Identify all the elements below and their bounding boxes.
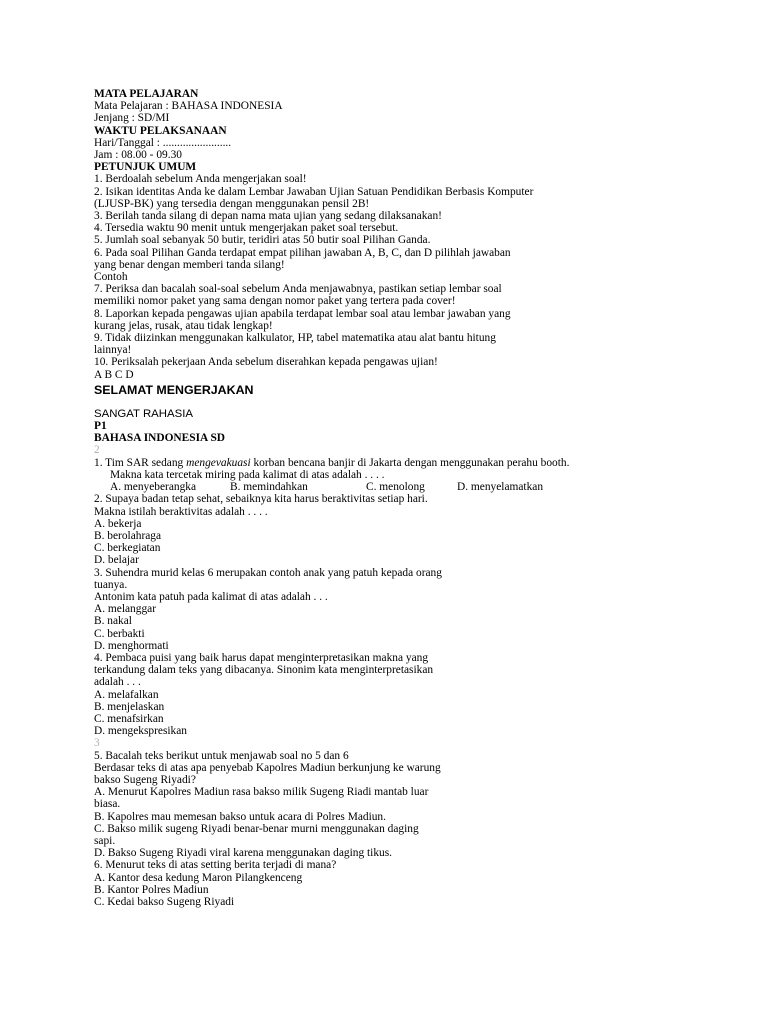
petunjuk-heading: PETUNJUK UMUM [94, 161, 197, 174]
question-line: B. berolahraga [94, 529, 162, 542]
subject-title: BAHASA INDONESIA SD [94, 432, 226, 445]
question-line: A. Kantor desa kedung Maron Pilangkenceng [94, 871, 303, 884]
instruction-line: 6. Pada soal Pilihan Ganda terdapat empat pilihan jawaban A, B, C, dan D pilihlah jawaban [94, 246, 511, 259]
question-line: A. melafalkan [94, 688, 159, 701]
question-line: C. berbakti [94, 627, 145, 640]
page-number: 3 [94, 737, 100, 750]
question-line: tuanya. [94, 578, 128, 591]
question-line: C. berkegiatan [94, 542, 161, 555]
instruction-line: lainnya! [94, 344, 132, 357]
jam-line: Jam : 08.00 - 09.30 [94, 149, 182, 162]
instruction-line: 10. Periksalah pekerjaan Anda sebelum diserahkan kepada pengawas ujian! [94, 356, 438, 369]
option-b: B. memindahkan [230, 481, 308, 494]
question-line: B. nakal [94, 615, 132, 628]
paket-label: P1 [94, 420, 107, 433]
question-line: 4. Pembaca puisi yang baik harus dapat menginterpretasikan makna yang [94, 651, 429, 664]
question-1 [94, 457, 694, 469]
instruction-line: 7. Periksa dan bacalah soal-soal sebelum Anda menjawabnya, pastikan setiap lembar soal [94, 283, 502, 296]
q1-text-start: 1. Tim SAR sedang [94, 456, 187, 469]
option-c: C. menolong [366, 481, 425, 494]
question-line: terkandung dalam teks yang dibacanya. Sinonim kata menginterpretasikan [94, 664, 434, 677]
question-line: bakso Sugeng Riyadi? [94, 773, 196, 786]
question-line: 5. Bacalah teks berikut untuk menjawab soal no 5 dan 6 [94, 749, 349, 762]
mata-pelajaran-heading: MATA PELAJARAN [94, 88, 199, 100]
question-1-prompt: Makna kata tercetak miring pada kalimat di atas adalah . . . . [110, 468, 385, 481]
question-line: A. Menurut Kapolres Madiun rasa bakso milik Sugeng Riadi mantab luar [94, 786, 429, 799]
option-d: D. menyelamatkan [457, 481, 544, 494]
waktu-heading: WAKTU PELAKSANAAN [94, 124, 227, 137]
instruction-line: 9. Tidak diizinkan menggunakan kalkulator, HP, tabel matematika atau alat bantu hitung [94, 332, 496, 345]
instruction-line: 4. Tersedia waktu 90 menit untuk mengerjakan paket soal tersebut. [94, 222, 399, 235]
q1-text-end: korban bencana banjir di Jakarta dengan menggunakan perahu booth. [250, 456, 570, 469]
question-line: adalah . . . [94, 676, 141, 689]
question-1-options [94, 481, 694, 493]
instruction-line: 1. Berdoalah sebelum Anda mengerjakan soal! [94, 173, 307, 186]
question-line: D. Bakso Sugeng Riyadi viral karena menggunakan daging tikus. [94, 847, 392, 860]
instruction-line: A B C D [94, 368, 134, 381]
option-a: A. menyeberangka [110, 481, 197, 494]
question-line: 6. Menurut teks di atas setting berita terjadi di mana? [94, 859, 337, 872]
question-line: Antonim kata patuh pada kalimat di atas adalah . . . [94, 590, 328, 603]
q1-italic-word: mengevakuasi [186, 456, 251, 469]
mata-pelajaran-line: Mata Pelajaran : BAHASA INDONESIA [94, 100, 283, 113]
sangat-rahasia-label: SANGAT RAHASIA [94, 407, 193, 420]
question-line: biasa. [94, 798, 121, 811]
instruction-line: 5. Jumlah soal sebanyak 50 butir, teridiri atas 50 butir soal Pilihan Ganda. [94, 234, 431, 247]
question-line: D. mengekspresikan [94, 725, 187, 738]
instruction-line: kurang jelas, rusak, atau tidak lengkap! [94, 319, 273, 332]
questions-5-6 [94, 750, 694, 909]
jenjang-line: Jenjang : SD/MI [94, 112, 170, 125]
instruction-line: 8. Laporkan kepada pengawas ujian apabila terdapat lembar soal atau lembar jawaban yang [94, 307, 511, 320]
question-line: C. menafsirkan [94, 712, 164, 725]
question-line: A. bekerja [94, 517, 142, 530]
question-line: Berdasar teks di atas apa penyebab Kapolres Madiun berkunjung ke warung [94, 761, 441, 774]
document-content [94, 88, 694, 908]
question-line: C. Kedai bakso Sugeng Riyadi [94, 896, 235, 908]
question-line: B. Kantor Polres Madiun [94, 883, 209, 896]
question-line: A. melanggar [94, 603, 156, 616]
question-line: D. belajar [94, 554, 139, 567]
instruction-line: memiliki nomor paket yang sama dengan nomor paket yang tertera pada cover! [94, 295, 456, 308]
petunjuk-list [94, 173, 694, 380]
hari-tanggal-line: Hari/Tanggal : ........................ [94, 136, 232, 149]
closing-text: SELAMAT MENGERJAKAN [94, 382, 254, 397]
question-line: sapi. [94, 834, 116, 847]
question-line: 3. Suhendra murid kelas 6 merupakan contoh anak yang patuh kepada orang [94, 566, 442, 579]
instruction-line: Contoh [94, 271, 128, 284]
question-line: D. menghormati [94, 639, 169, 652]
questions-2-4 [94, 493, 694, 737]
question-line: B. Kapolres mau memesan bakso untuk acara di Polres Madiun. [94, 810, 386, 823]
question-line: 2. Supaya badan tetap sehat, sebaiknya kita harus beraktivitas setiap hari. [94, 493, 428, 506]
page-number: 2 [94, 444, 100, 457]
question-line: Makna istilah beraktivitas adalah . . . . [94, 505, 268, 518]
instruction-line: 2. Isikan identitas Anda ke dalam Lembar Jawaban Ujian Satuan Pendidikan Berbasis Komputer [94, 185, 534, 198]
instruction-line: 3. Berilah tanda silang di depan nama mata ujian yang sedang dilaksanakan! [94, 210, 442, 223]
question-line: B. menjelaskan [94, 700, 165, 713]
instruction-line: (LJUSP-BK) yang tersedia dengan menggunakan pensil 2B! [94, 197, 370, 210]
instruction-line: yang benar dengan memberi tanda silang! [94, 258, 285, 271]
question-line: C. Bakso milik sugeng Riyadi benar-benar murni menggunakan daging [94, 822, 419, 835]
